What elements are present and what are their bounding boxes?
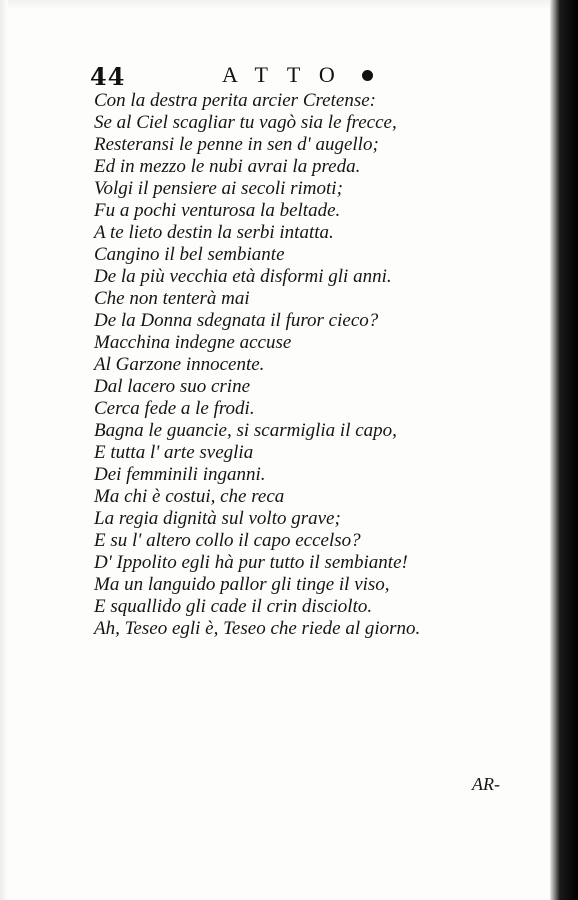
act-heading: ATTO (222, 62, 354, 87)
verse-line: Dei femminili inganni. (94, 464, 266, 485)
verse-line: Cangino il bel sembiante (94, 244, 285, 265)
page-number: 44 (90, 62, 126, 91)
verse-line: Bagna le guancie, si scarmiglia il capo, (94, 420, 397, 441)
verse-line: E squallido gli cade il crin disciolto. (94, 596, 373, 617)
verse-line: Ma chi è costui, che reca (94, 486, 285, 507)
page-binding-shadow (550, 0, 578, 900)
verse-line: E su l' altero collo il capo eccelso? (94, 530, 361, 551)
page-top-edge (0, 0, 578, 10)
verse-line: Dal lacero suo crine (94, 376, 251, 397)
verse-line: De la Donna sdegnata il furor cieco? (94, 310, 379, 331)
verse-line: Ed in mezzo le nubi avrai la preda. (94, 156, 361, 177)
verse-line: Se al Ciel scagliar tu vagò sia le frecce, (94, 112, 397, 133)
catchword: AR- (472, 774, 500, 794)
verse-block (94, 90, 514, 640)
verse-line: Resteransi le penne in sen d' augello; (94, 134, 379, 155)
verse-line: D' Ippolito egli hà pur tutto il sembiante! (94, 552, 408, 573)
running-head (90, 62, 490, 92)
verse-line: A te lieto destin la serbi intatta. (94, 222, 334, 243)
verse-line: Fu a pochi venturosa la beltade. (94, 200, 341, 221)
verse-line: Al Garzone innocente. (94, 354, 265, 375)
verse-line: La regia dignità sul volto grave; (94, 508, 341, 529)
verse-line: Che non tenterà mai (94, 288, 250, 309)
verse-line: Con la destra perita arcier Cretense: (94, 90, 376, 111)
verse-line: Cerca fede a le frodi. (94, 398, 255, 419)
verse-line: Volgi il pensiere ai secoli rimoti; (94, 178, 343, 199)
verse-line: Ah, Teseo egli è, Teseo che riede al giorno. (94, 618, 421, 639)
verse-line: Macchina indegne accuse (94, 332, 292, 353)
verse-line: Ma un languido pallor gli tinge il viso, (94, 574, 390, 595)
page-left-edge (0, 0, 8, 900)
verse-line: De la più vecchia età disformi gli anni. (94, 266, 392, 287)
ornament-dot-icon (362, 70, 373, 81)
verse-line: E tutta l' arte sveglia (94, 442, 254, 463)
